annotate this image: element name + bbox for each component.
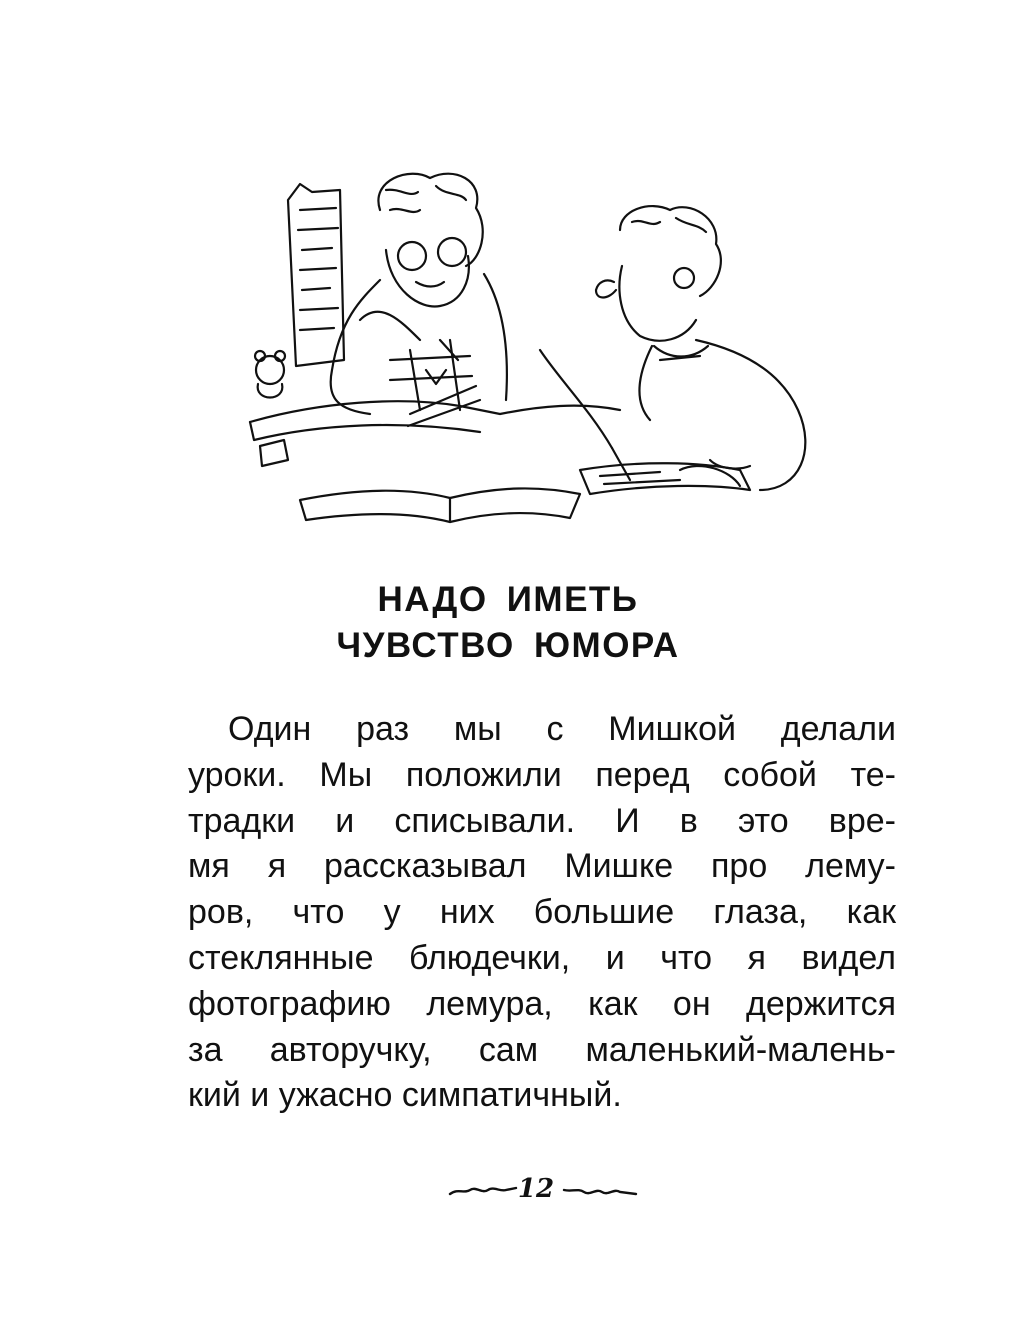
page-folio <box>440 1172 640 1212</box>
paragraph-line: стеклянные блюдечки, и что я видел <box>188 938 896 977</box>
chapter-title <box>0 577 1016 669</box>
ruler-drawing <box>288 184 344 366</box>
paragraph-line: фотографию лемура, как он держится <box>188 984 896 1023</box>
left-boy-drawing <box>331 174 507 414</box>
books-drawing <box>250 386 750 522</box>
illustration-boys-homework <box>240 170 840 530</box>
paragraph-line: традки и списывали. И в это вре- <box>188 801 896 840</box>
folio-left-flourish-icon <box>440 1172 520 1212</box>
paragraph-line: кий и ужасно симпатичный. <box>188 1076 622 1115</box>
eraser-drawing <box>260 440 288 466</box>
right-boy-drawing <box>540 206 805 490</box>
chapter-title-line: НАДО ИМЕТЬ <box>377 580 639 619</box>
paragraph-line: Один раз мы с Мишкой делали <box>228 710 896 748</box>
chapter-title-line: ЧУВСТВО ЮМОРА <box>336 626 680 665</box>
paragraph-line: ров, что у них большие глаза, как <box>188 893 896 932</box>
page-number: 12 <box>517 1174 555 1204</box>
teddy-toy-drawing <box>255 351 285 398</box>
paragraph-line: уроки. Мы положили перед собой те- <box>188 755 896 794</box>
paragraph-line: за авторучку, сам маленький-малень- <box>188 1030 896 1069</box>
folio-right-flourish-icon <box>560 1172 640 1212</box>
paragraph-line: мя я рассказывал Мишке про лему- <box>188 847 896 886</box>
story-paragraph <box>188 707 896 1119</box>
